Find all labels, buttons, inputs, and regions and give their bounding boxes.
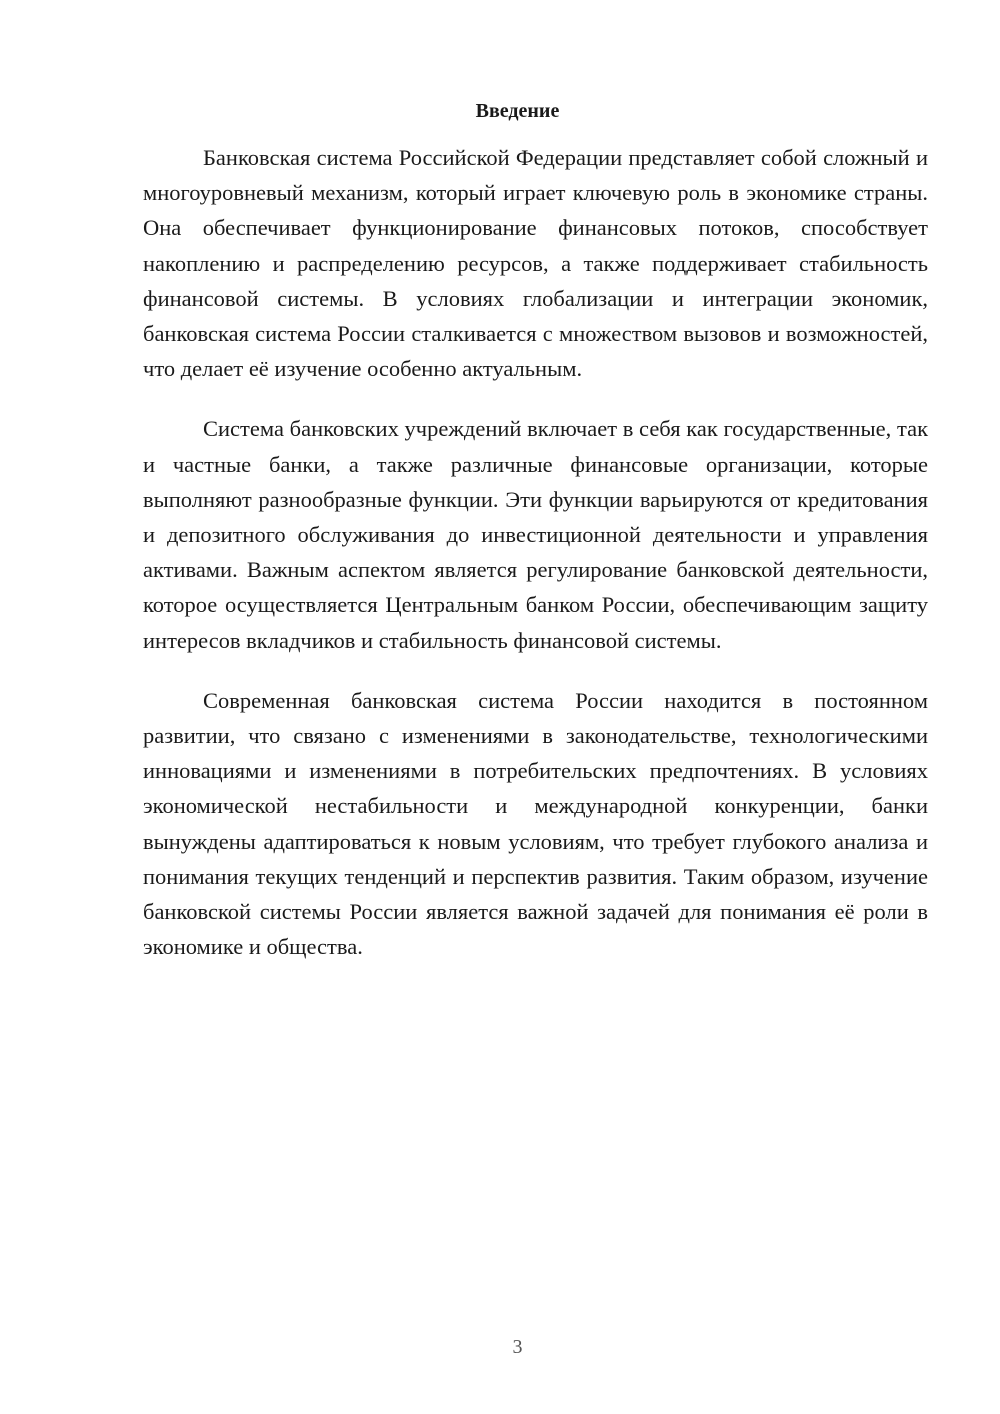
- body-text: [143, 140, 928, 989]
- section-heading-text: Введение: [475, 100, 560, 122]
- page-number: [35, 1333, 1000, 1361]
- section-heading: [35, 97, 1000, 125]
- paragraph-2: Система банковских учреждений включает в себя как государственные, так и частные банки, а также различные финансовые организации, которые выполняют разнообразные функции. Эти функции варьируются от кредитования и депозитного обслуживания до инвестиционной деятельности и управления активами. Важным аспектом является регулирование банковской деятельности, которое осуществляется Центральным банком России, обеспечивающим защиту интересов вкладчиков и стабильность финансовой системы.: [143, 416, 928, 653]
- paragraph-1: Банковская система Российской Федерации представляет собой сложный и многоуровневый механизм, который играет ключевую роль в экономике страны. Она обеспечивает функционирование финансовых потоков, способствует накоплению и распределению ресурсов, а также поддерживает стабильность финансовой системы. В условиях глобализации и интеграции экономик, банковская система России сталкивается с множеством вызовов и возможностей, что делает её изучение особенно актуальным.: [143, 145, 928, 382]
- page-number-text: 3: [512, 1336, 523, 1358]
- paragraph-3: Современная банковская система России находится в постоянном развитии, что связано с изменениями в законодательстве, технологическими инновациями и изменениями в потребительских предпочтениях. В условиях экономической нестабильности и международной конкуренции, банки вынуждены адаптироваться к новым условиям, что требует глубокого анализа и понимания текущих тенденций и перспектив развития. Таким образом, изучение банковской системы России является важной задачей для понимания её роли в экономике и общества.: [143, 687, 928, 960]
